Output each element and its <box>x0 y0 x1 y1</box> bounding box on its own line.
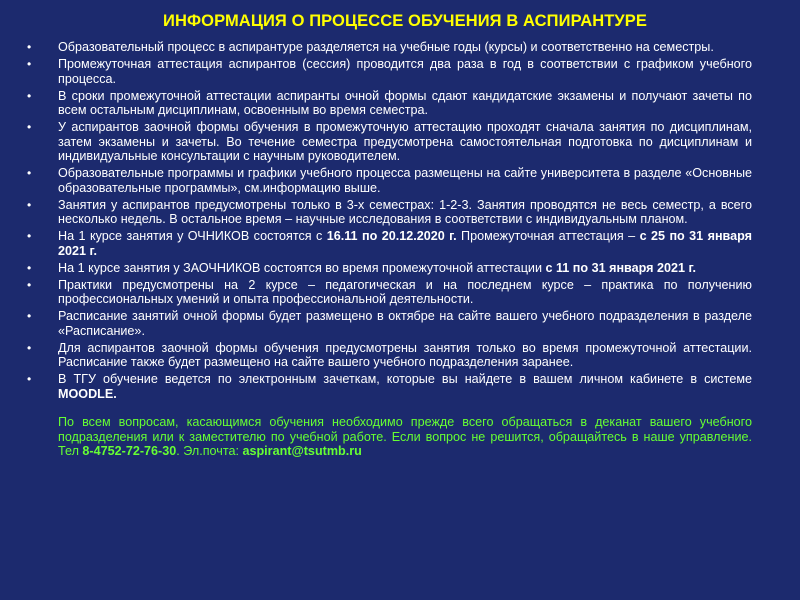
list-item-text: В сроки промежуточной аттестации аспиранты очной формы сдают кандидатские экзамены и получают зачеты по всем остальным дисциплинам, освоенным во время семестра. <box>58 88 752 117</box>
list-item <box>27 229 753 258</box>
list-item <box>27 197 752 227</box>
bullet-icon: • <box>27 260 32 275</box>
list-item-text: Образовательный процесс в аспирантуре разделяется на учебные годы (курсы) и соответственно на семестры. <box>58 40 714 54</box>
contact-note <box>58 415 752 459</box>
list-item <box>27 166 752 195</box>
bullet-icon: • <box>27 277 32 292</box>
list-item <box>27 57 752 86</box>
bullet-icon: • <box>27 57 32 71</box>
info-list <box>27 40 753 401</box>
list-item-text: Практики предусмотрены на 2 курсе – педагогическая и на последнем курсе – практика по получению профессиональных умений и опыта профессиональной деятельности. <box>58 277 752 306</box>
bullet-icon: • <box>27 372 32 386</box>
list-item <box>27 309 752 338</box>
list-item <box>27 277 752 307</box>
list-item <box>27 260 752 276</box>
list-item-text: Для аспирантов заочной формы обучения предусмотрены занятия только во время промежуточной аттестации. Расписание также будет размещено на сайте вашего учебного подразделения заранее. <box>58 340 752 369</box>
list-item <box>27 88 752 118</box>
list-item <box>27 372 752 401</box>
bullet-icon: • <box>27 197 32 212</box>
bullet-icon: • <box>27 309 32 323</box>
contact-detail: aspirant@tsutmb.ru <box>242 444 362 459</box>
contact-text: По всем вопросам, касающимся обучения необходимо прежде всего обращаться в деканат вашего учебного подразделения или к заместителю по учебной работе. Если вопрос не решится, обращайтесь в наше управление. Тел <box>58 415 752 459</box>
list-item-emphasis: с 11 по 31 января 2021 г. <box>545 260 697 275</box>
contact-detail: 8-4752-72-76-30 <box>82 444 177 459</box>
list-item <box>27 340 752 370</box>
list-item-emphasis: MOODLE. <box>58 386 117 401</box>
list-item-text: В ТГУ обучение ведется по электронным зачеткам, которые вы найдете в вашем личном кабинете в системе <box>58 372 752 386</box>
list-item <box>27 40 752 55</box>
list-item-text: Расписание занятий очной формы будет размещено в октябре на сайте вашего учебного подразделения в разделе «Расписание». <box>58 309 752 338</box>
contact-text: . Эл.почта: <box>176 444 243 459</box>
bullet-icon: • <box>27 166 32 180</box>
bullet-icon: • <box>27 120 32 134</box>
list-item-emphasis: с 25 по 31 января 2021 г. <box>58 229 753 258</box>
bullet-icon: • <box>27 229 32 243</box>
list-item-text: Промежуточная аттестация – <box>456 229 640 243</box>
list-item-text: Занятия у аспирантов предусмотрены только в 3-х семестрах: 1-2-3. Занятия проводятся не весь семестр, а всего несколько недель. В остальное время – научные исследования в соответствии с индивидуальным планом. <box>58 197 752 226</box>
list-item-emphasis: 16.11 по 20.12.2020 г. <box>326 229 457 243</box>
page-title: ИНФОРМАЦИЯ О ПРОЦЕССЕ ОБУЧЕНИЯ В АСПИРАНТУРЕ <box>162 12 648 30</box>
list-item-text: Промежуточная аттестация аспирантов (сессия) проводится два раза в год в соответствии с графиком учебного процесса. <box>58 57 752 86</box>
list-item-text: У аспирантов заочной формы обучения в промежуточную аттестацию проходят сначала занятия по дисциплинам, затем экзамены и зачеты. Во течение семестра предусмотрена самостоятельная подготовка по дисциплинам и индивидуальные консультации с научным руководителем. <box>58 120 752 163</box>
bullet-icon: • <box>27 88 32 103</box>
bullet-icon: • <box>27 40 32 54</box>
list-item-text: На 1 курсе занятия у ОЧНИКОВ состоятся с <box>58 229 327 243</box>
list-item-text: На 1 курсе занятия у ЗАОЧНИКОВ состоятся во время промежуточной аттестации <box>58 260 546 275</box>
bullet-icon: • <box>27 340 32 355</box>
list-item-text: Образовательные программы и графики учебного процесса размещены на сайте университета в разделе «Основные образовательные программы», см.информацию выше. <box>58 166 752 195</box>
list-item <box>27 120 752 164</box>
